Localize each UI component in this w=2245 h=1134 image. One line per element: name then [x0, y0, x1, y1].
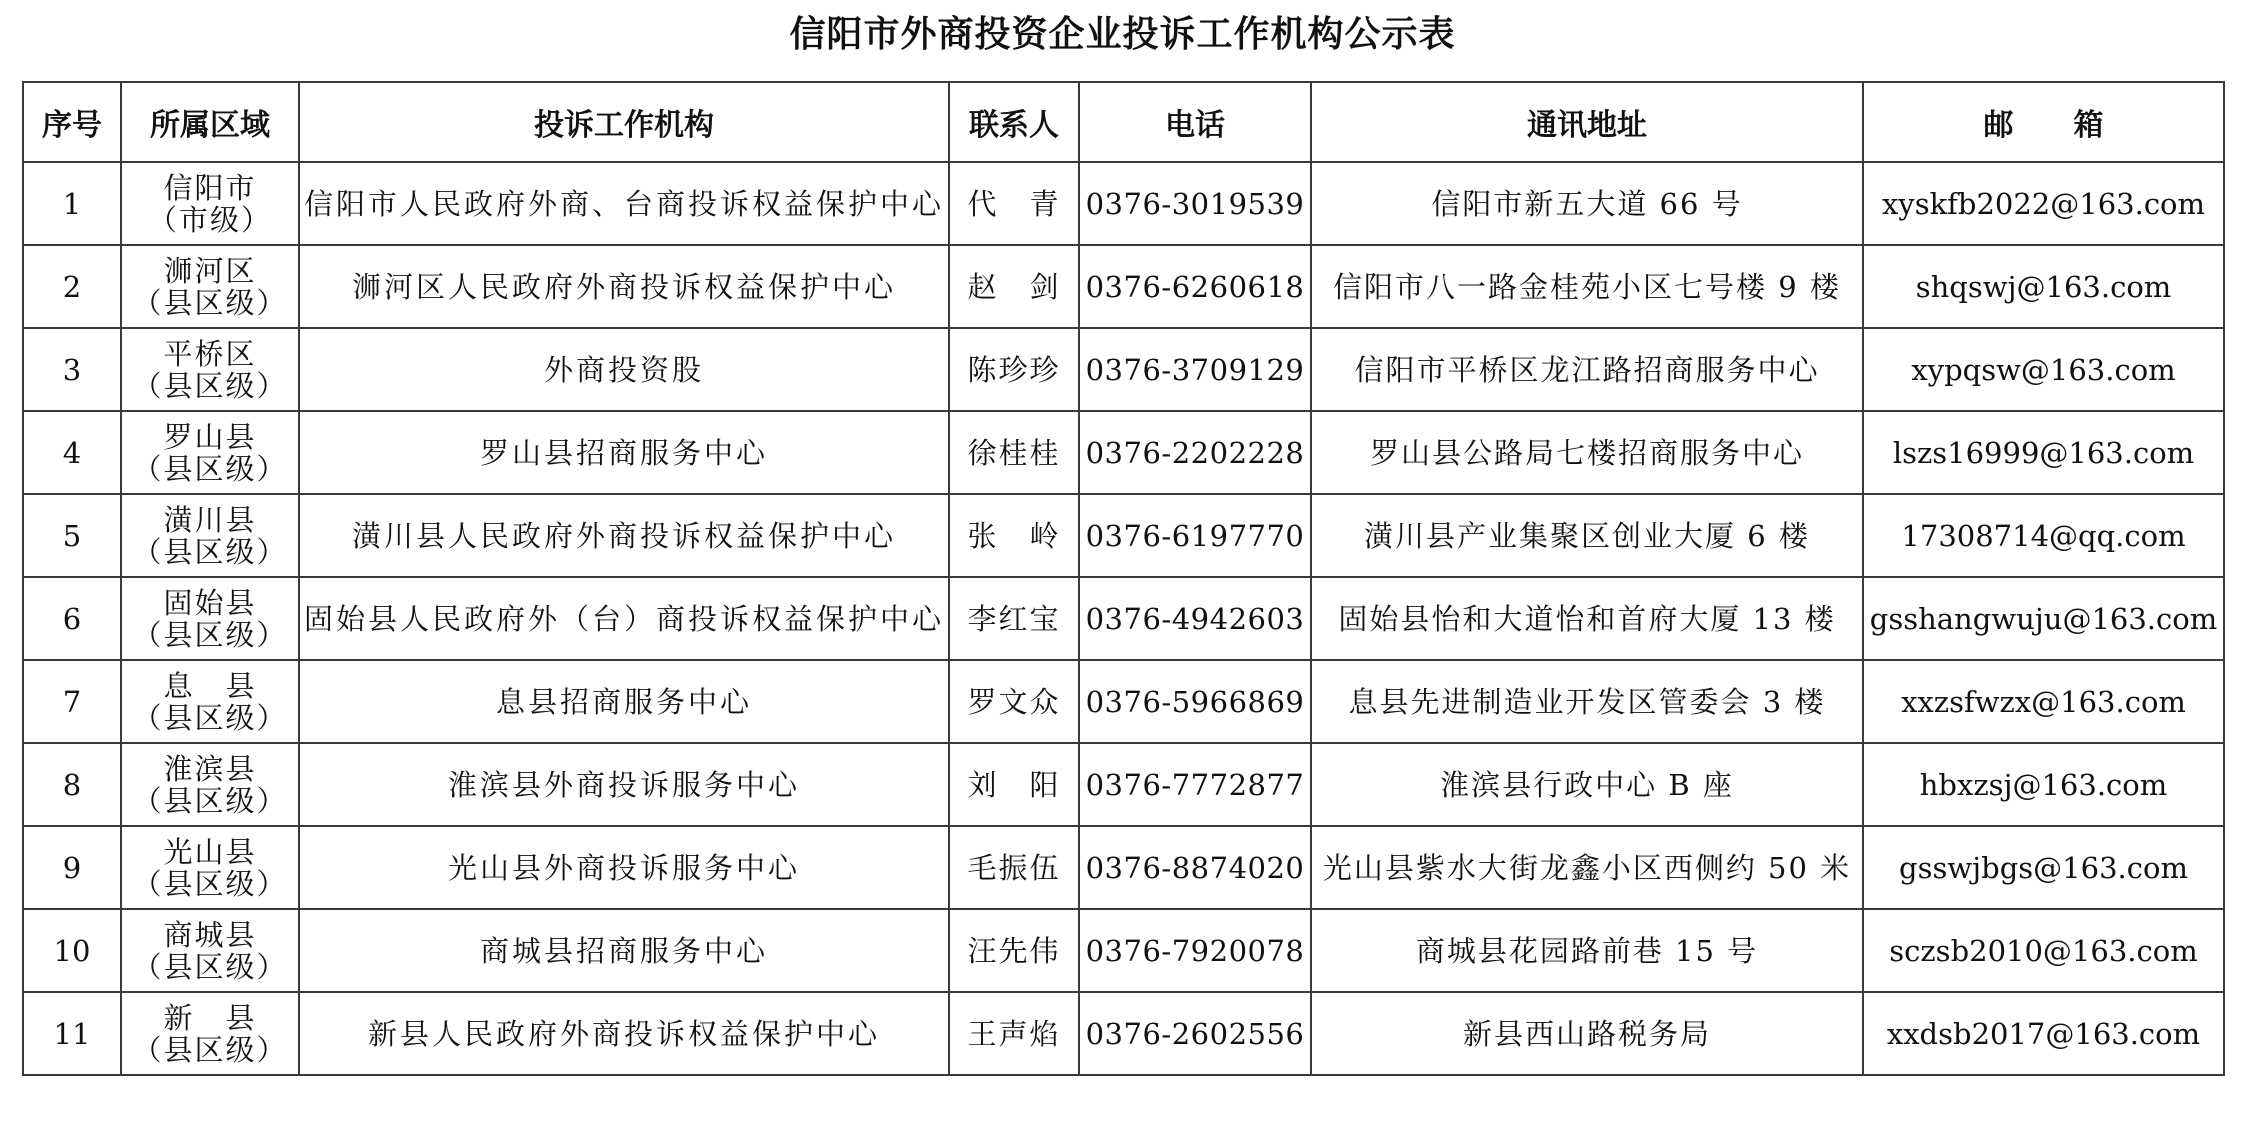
- table-row: [23, 162, 2224, 245]
- row-contact: 赵 剑: [949, 245, 1079, 328]
- row-agency: 商城县招商服务中心: [299, 909, 949, 992]
- district-level: （市级）: [147, 202, 272, 237]
- row-email: xxdsb2017@163.com: [1863, 992, 2224, 1075]
- row-agency: 固始县人民政府外（台）商投诉权益保护中心: [299, 577, 949, 660]
- row-email: xyskfb2022@163.com: [1863, 162, 2224, 245]
- row-seq: 7: [23, 660, 121, 743]
- row-district: [121, 577, 299, 660]
- row-address: 光山县紫水大街龙鑫小区西侧约 50 米: [1311, 826, 1863, 909]
- table-row: [23, 992, 2224, 1075]
- row-district: [121, 494, 299, 577]
- row-phone: 0376-7772877: [1079, 743, 1311, 826]
- row-seq: 9: [23, 826, 121, 909]
- header-address: 通讯地址: [1311, 82, 1863, 162]
- row-address: 信阳市八一路金桂苑小区七号楼 9 楼: [1311, 245, 1863, 328]
- row-district: [121, 992, 299, 1075]
- row-agency: 潢川县人民政府外商投诉权益保护中心: [299, 494, 949, 577]
- row-phone: 0376-6197770: [1079, 494, 1311, 577]
- table-header-row: [23, 82, 2224, 162]
- row-email: xxzsfwzx@163.com: [1863, 660, 2224, 743]
- row-phone: 0376-7920078: [1079, 909, 1311, 992]
- district-level: （县区级）: [132, 534, 288, 569]
- row-contact: 李红宝: [949, 577, 1079, 660]
- row-seq: 11: [23, 992, 121, 1075]
- row-email: sczsb2010@163.com: [1863, 909, 2224, 992]
- district-name: 固始县: [163, 585, 257, 620]
- row-district: [121, 162, 299, 245]
- row-email: 17308714@qq.com: [1863, 494, 2224, 577]
- header-phone: 电话: [1079, 82, 1311, 162]
- row-district: [121, 411, 299, 494]
- row-address: 罗山县公路局七楼招商服务中心: [1311, 411, 1863, 494]
- row-seq: 3: [23, 328, 121, 411]
- table-row: [23, 826, 2224, 909]
- district-level: （县区级）: [132, 866, 288, 901]
- row-address: 信阳市平桥区龙江路招商服务中心: [1311, 328, 1863, 411]
- district-level: （县区级）: [132, 285, 288, 320]
- row-district: [121, 909, 299, 992]
- header-district: 所属区域: [121, 82, 299, 162]
- row-contact: 王声焰: [949, 992, 1079, 1075]
- row-email: lszs16999@163.com: [1863, 411, 2224, 494]
- district-name: 光山县: [163, 834, 257, 869]
- header-email: 邮 箱: [1863, 82, 2224, 162]
- row-district: [121, 660, 299, 743]
- row-district: [121, 743, 299, 826]
- row-district: [121, 826, 299, 909]
- row-phone: 0376-6260618: [1079, 245, 1311, 328]
- row-contact: 罗文众: [949, 660, 1079, 743]
- row-seq: 1: [23, 162, 121, 245]
- table-row: [23, 743, 2224, 826]
- row-district: [121, 245, 299, 328]
- header-contact: 联系人: [949, 82, 1079, 162]
- row-email: shqswj@163.com: [1863, 245, 2224, 328]
- row-email: xypqsw@163.com: [1863, 328, 2224, 411]
- district-name: 潢川县: [163, 502, 257, 537]
- district-level: （县区级）: [132, 949, 288, 984]
- table-row: [23, 660, 2224, 743]
- row-address: 潢川县产业集聚区创业大厦 6 楼: [1311, 494, 1863, 577]
- row-contact: 张 岭: [949, 494, 1079, 577]
- district-name: 淮滨县: [163, 751, 257, 786]
- row-agency: 息县招商服务中心: [299, 660, 949, 743]
- district-level: （县区级）: [132, 700, 288, 735]
- row-phone: 0376-2202228: [1079, 411, 1311, 494]
- district-name: 息 县: [163, 668, 257, 703]
- header-seq: 序号: [23, 82, 121, 162]
- row-address: 商城县花园路前巷 15 号: [1311, 909, 1863, 992]
- district-level: （县区级）: [132, 1032, 288, 1067]
- district-name: 罗山县: [163, 419, 257, 454]
- row-address: 新县西山路税务局: [1311, 992, 1863, 1075]
- row-address: 息县先进制造业开发区管委会 3 楼: [1311, 660, 1863, 743]
- row-seq: 4: [23, 411, 121, 494]
- district-level: （县区级）: [132, 783, 288, 818]
- table-row: [23, 577, 2224, 660]
- row-email: gsshangwuju@163.com: [1863, 577, 2224, 660]
- row-address: 信阳市新五大道 66 号: [1311, 162, 1863, 245]
- row-agency: 信阳市人民政府外商、台商投诉权益保护中心: [299, 162, 949, 245]
- agency-table: [22, 81, 2225, 1076]
- table-row: [23, 245, 2224, 328]
- table-row: [23, 411, 2224, 494]
- row-agency: 光山县外商投诉服务中心: [299, 826, 949, 909]
- row-agency: 浉河区人民政府外商投诉权益保护中心: [299, 245, 949, 328]
- district-level: （县区级）: [132, 617, 288, 652]
- row-phone: 0376-3709129: [1079, 328, 1311, 411]
- row-contact: 汪先伟: [949, 909, 1079, 992]
- row-seq: 10: [23, 909, 121, 992]
- row-agency: 淮滨县外商投诉服务中心: [299, 743, 949, 826]
- district-name: 浉河区: [163, 253, 257, 288]
- district-level: （县区级）: [132, 368, 288, 403]
- row-phone: 0376-4942603: [1079, 577, 1311, 660]
- row-email: gsswjbgs@163.com: [1863, 826, 2224, 909]
- row-agency: 罗山县招商服务中心: [299, 411, 949, 494]
- row-phone: 0376-8874020: [1079, 826, 1311, 909]
- row-contact: 代 青: [949, 162, 1079, 245]
- row-contact: 陈珍珍: [949, 328, 1079, 411]
- district-name: 新 县: [163, 1000, 257, 1035]
- document-title: 信阳市外商投资企业投诉工作机构公示表: [789, 14, 1456, 55]
- row-email: hbxzsj@163.com: [1863, 743, 2224, 826]
- row-seq: 5: [23, 494, 121, 577]
- table-row: [23, 909, 2224, 992]
- district-name: 平桥区: [163, 336, 257, 371]
- table-row: [23, 328, 2224, 411]
- row-agency: 外商投资股: [299, 328, 949, 411]
- district-name: 商城县: [163, 917, 257, 952]
- row-phone: 0376-5966869: [1079, 660, 1311, 743]
- row-contact: 刘 阳: [949, 743, 1079, 826]
- district-level: （县区级）: [132, 451, 288, 486]
- row-seq: 8: [23, 743, 121, 826]
- row-seq: 6: [23, 577, 121, 660]
- row-phone: 0376-3019539: [1079, 162, 1311, 245]
- row-address: 淮滨县行政中心 B 座: [1311, 743, 1863, 826]
- row-seq: 2: [23, 245, 121, 328]
- row-contact: 徐桂桂: [949, 411, 1079, 494]
- table-row: [23, 494, 2224, 577]
- row-district: [121, 328, 299, 411]
- row-address: 固始县怡和大道怡和首府大厦 13 楼: [1311, 577, 1863, 660]
- row-phone: 0376-2602556: [1079, 992, 1311, 1075]
- district-name: 信阳市: [163, 170, 257, 205]
- row-contact: 毛振伍: [949, 826, 1079, 909]
- header-agency: 投诉工作机构: [299, 82, 949, 162]
- row-agency: 新县人民政府外商投诉权益保护中心: [299, 992, 949, 1075]
